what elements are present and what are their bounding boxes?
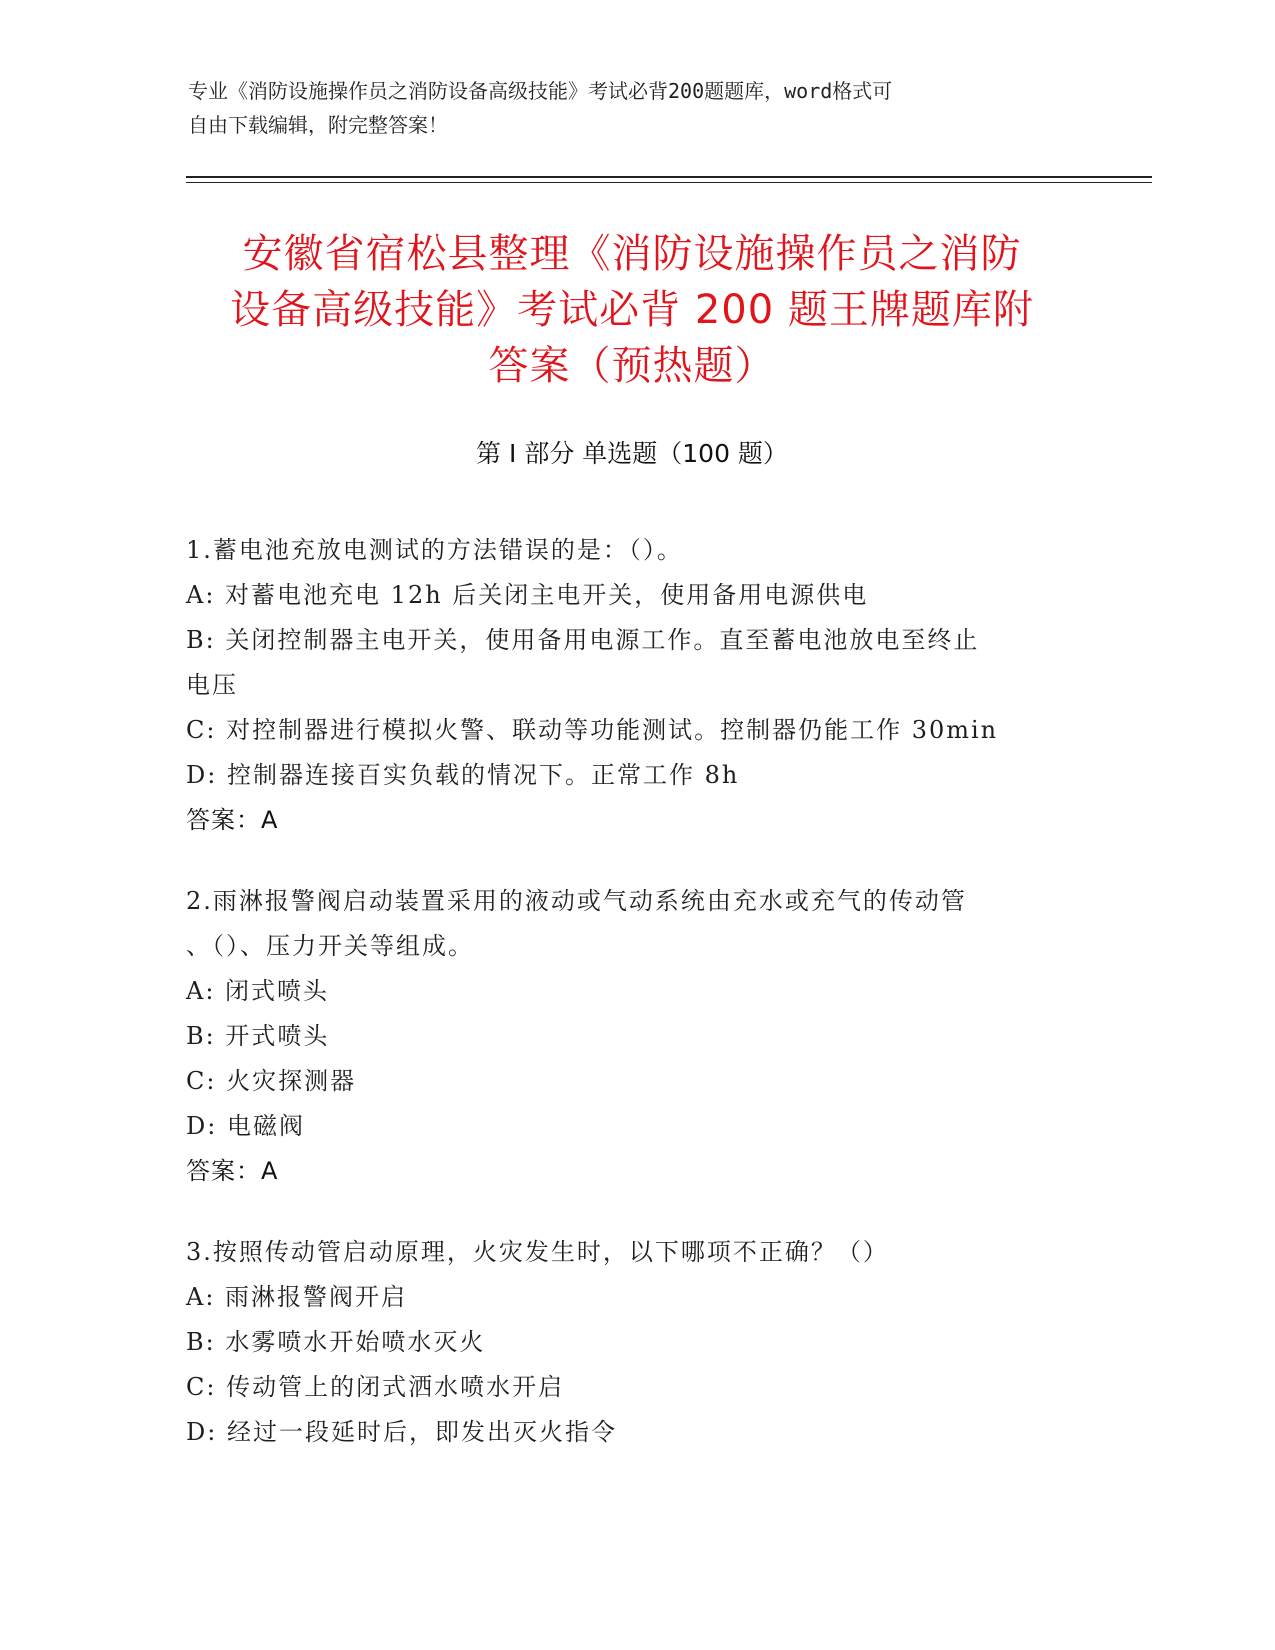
- header-note-line-1: 专业《消防设施操作员之消防设备高级技能》考试必背200题题库，word格式可: [188, 79, 893, 103]
- question-2: [186, 879, 1086, 1194]
- question-1-answer: 答案：A: [186, 806, 279, 834]
- question-2-answer: 答案：A: [186, 1157, 279, 1185]
- question-3-option-d: D: 经过一段延时后，即发出灭火指令: [186, 1418, 617, 1446]
- question-1-option-c: C: 对控制器进行模拟火警、联动等功能测试。控制器仍能工作 30min: [186, 716, 999, 744]
- question-1-option-d: D: 控制器连接百实负载的情况下。正常工作 8h: [186, 761, 740, 789]
- header-divider-thick: [186, 176, 1152, 178]
- question-2-option-b: B: 开式喷头: [186, 1022, 330, 1050]
- document-title-line-1: 安徽省宿松县整理《消防设施操作员之消防: [242, 231, 1022, 277]
- question-2-option-d: D: 电磁阀: [186, 1112, 305, 1140]
- question-3-option-c: C: 传动管上的闭式洒水喷水开启: [186, 1373, 565, 1401]
- question-2-stem: 2.雨淋报警阀启动装置采用的液动或气动系统由充水或充气的传动管: [186, 887, 967, 915]
- question-3-option-a: A: 雨淋报警阀开启: [186, 1283, 408, 1311]
- document-title-line-3: 答案（预热题）: [488, 343, 776, 389]
- question-1-option-b: B: 关闭控制器主电开关，使用备用电源工作。直至蓄电池放电至终止: [186, 626, 980, 654]
- question-1-stem: 1.蓄电池充放电测试的方法错误的是：（）。: [186, 536, 683, 564]
- question-3: [186, 1230, 1086, 1455]
- question-1: [186, 528, 1086, 843]
- question-list: [186, 528, 1086, 1491]
- section-heading: 第 I 部分 单选题（100 题）: [476, 439, 788, 468]
- header-note: [188, 74, 1068, 142]
- question-1-option-a: A: 对蓄电池充电 12h 后关闭主电开关，使用备用电源供电: [186, 581, 869, 609]
- question-3-stem: 3.按照传动管启动原理，火灾发生时，以下哪项不正确？（）: [186, 1238, 889, 1266]
- header-note-line-2: 自由下载编辑，附完整答案！: [188, 113, 448, 137]
- question-3-option-b: B: 水雾喷水开始喷水灭火: [186, 1328, 486, 1356]
- document-title: [186, 226, 1078, 394]
- question-2-stem-cont: 、（）、压力开关等组成。: [186, 932, 474, 960]
- question-1-option-b-cont: 电压: [186, 671, 238, 699]
- question-2-option-c: C: 火灾探测器: [186, 1067, 357, 1095]
- header-divider-thin: [186, 182, 1152, 183]
- question-2-option-a: A: 闭式喷头: [186, 977, 330, 1005]
- document-title-line-2: 设备高级技能》考试必背 200 题王牌题库附: [230, 287, 1034, 333]
